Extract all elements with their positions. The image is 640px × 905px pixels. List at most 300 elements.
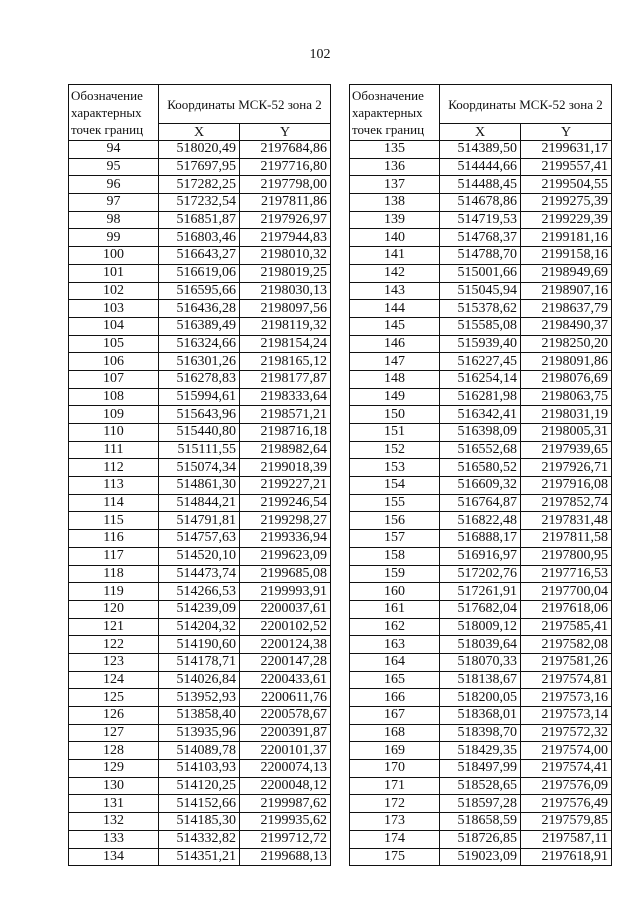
point-number-cell: 119 xyxy=(69,583,159,601)
table-row xyxy=(350,830,612,848)
x-coordinate-cell: 514678,86 xyxy=(440,194,521,212)
table-row xyxy=(350,158,612,176)
y-coordinate-cell: 2198716,18 xyxy=(240,424,331,442)
x-coordinate-cell: 517282,25 xyxy=(159,176,240,194)
table-row xyxy=(350,689,612,707)
x-coordinate-cell: 514103,93 xyxy=(159,760,240,778)
y-coordinate-cell: 2199623,09 xyxy=(240,547,331,565)
point-number-cell: 158 xyxy=(350,547,440,565)
y-coordinate-cell: 2198031,19 xyxy=(521,406,612,424)
table-row xyxy=(350,547,612,565)
x-coordinate-cell: 515378,62 xyxy=(440,300,521,318)
table-row xyxy=(350,707,612,725)
y-coordinate-cell: 2200433,61 xyxy=(240,671,331,689)
table-row xyxy=(69,335,331,353)
point-number-cell: 114 xyxy=(69,494,159,512)
point-number-cell: 103 xyxy=(69,300,159,318)
table-row xyxy=(69,494,331,512)
point-number-cell: 117 xyxy=(69,547,159,565)
y-coordinate-cell: 2198019,25 xyxy=(240,264,331,282)
point-number-cell: 97 xyxy=(69,194,159,212)
x-coordinate-cell: 516916,97 xyxy=(440,547,521,565)
point-number-cell: 127 xyxy=(69,724,159,742)
point-number-cell: 146 xyxy=(350,335,440,353)
y-coordinate-cell: 2197811,86 xyxy=(240,194,331,212)
table-row xyxy=(350,264,612,282)
point-number-cell: 139 xyxy=(350,211,440,229)
table-row xyxy=(350,370,612,388)
point-number-cell: 135 xyxy=(350,141,440,159)
point-number-cell: 107 xyxy=(69,370,159,388)
y-coordinate-cell: 2197798,00 xyxy=(240,176,331,194)
y-coordinate-cell: 2198030,13 xyxy=(240,282,331,300)
table-row xyxy=(69,229,331,247)
table-row xyxy=(69,742,331,760)
table-row xyxy=(350,229,612,247)
point-number-cell: 168 xyxy=(350,724,440,742)
table-row xyxy=(69,813,331,831)
x-coordinate-cell: 516619,06 xyxy=(159,264,240,282)
coordinates-table-left xyxy=(68,84,331,866)
x-coordinate-cell: 518200,05 xyxy=(440,689,521,707)
x-coordinate-cell: 514791,81 xyxy=(159,512,240,530)
table-row xyxy=(69,370,331,388)
x-coordinate-cell: 514120,25 xyxy=(159,777,240,795)
point-number-cell: 130 xyxy=(69,777,159,795)
y-coordinate-cell: 2197574,81 xyxy=(521,671,612,689)
x-coordinate-cell: 514768,37 xyxy=(440,229,521,247)
page-number: 102 xyxy=(309,47,331,62)
x-coordinate-cell: 518597,28 xyxy=(440,795,521,813)
x-coordinate-cell: 516281,98 xyxy=(440,388,521,406)
y-coordinate-cell: 2199504,55 xyxy=(521,176,612,194)
table-row xyxy=(350,530,612,548)
x-coordinate-cell: 516764,87 xyxy=(440,494,521,512)
table-row xyxy=(69,353,331,371)
y-coordinate-cell: 2197800,95 xyxy=(521,547,612,565)
y-coordinate-cell: 2197576,09 xyxy=(521,777,612,795)
table-row xyxy=(350,494,612,512)
table-row xyxy=(69,211,331,229)
point-number-cell: 157 xyxy=(350,530,440,548)
x-coordinate-cell: 516888,17 xyxy=(440,530,521,548)
x-coordinate-cell: 516851,87 xyxy=(159,211,240,229)
point-number-cell: 94 xyxy=(69,141,159,159)
x-coordinate-cell: 515111,55 xyxy=(159,441,240,459)
y-coordinate-cell: 2197716,80 xyxy=(240,158,331,176)
table-row xyxy=(350,848,612,866)
point-number-cell: 95 xyxy=(69,158,159,176)
y-coordinate-cell: 2197852,74 xyxy=(521,494,612,512)
x-coordinate-cell: 515994,61 xyxy=(159,388,240,406)
point-number-cell: 118 xyxy=(69,565,159,583)
table-row xyxy=(350,724,612,742)
table-row xyxy=(350,760,612,778)
table-row xyxy=(350,583,612,601)
table-row xyxy=(69,707,331,725)
y-coordinate-cell: 2200102,52 xyxy=(240,618,331,636)
x-coordinate-cell: 518429,35 xyxy=(440,742,521,760)
table-row xyxy=(69,689,331,707)
y-coordinate-cell: 2197573,16 xyxy=(521,689,612,707)
x-coordinate-cell: 514389,50 xyxy=(440,141,521,159)
x-coordinate-cell: 514204,32 xyxy=(159,618,240,636)
table-row xyxy=(69,671,331,689)
y-coordinate-cell: 2200048,12 xyxy=(240,777,331,795)
x-coordinate-cell: 514266,53 xyxy=(159,583,240,601)
y-coordinate-cell: 2199993,91 xyxy=(240,583,331,601)
x-coordinate-cell: 517261,91 xyxy=(440,583,521,601)
table-row xyxy=(350,600,612,618)
header-x: X xyxy=(159,124,240,141)
x-coordinate-cell: 514026,84 xyxy=(159,671,240,689)
y-coordinate-cell: 2199229,39 xyxy=(521,211,612,229)
x-coordinate-cell: 516609,32 xyxy=(440,477,521,495)
header-y: Y xyxy=(521,124,612,141)
table-row xyxy=(69,636,331,654)
point-number-cell: 131 xyxy=(69,795,159,813)
y-coordinate-cell: 2200611,76 xyxy=(240,689,331,707)
y-coordinate-cell: 2198076,69 xyxy=(521,370,612,388)
y-coordinate-cell: 2197926,97 xyxy=(240,211,331,229)
x-coordinate-cell: 515074,34 xyxy=(159,459,240,477)
point-number-cell: 173 xyxy=(350,813,440,831)
x-coordinate-cell: 518726,85 xyxy=(440,830,521,848)
table-row xyxy=(69,830,331,848)
table-row xyxy=(350,194,612,212)
point-number-cell: 147 xyxy=(350,353,440,371)
point-number-cell: 159 xyxy=(350,565,440,583)
table-row xyxy=(69,583,331,601)
table-row xyxy=(350,176,612,194)
y-coordinate-cell: 2198097,56 xyxy=(240,300,331,318)
point-number-cell: 162 xyxy=(350,618,440,636)
table-row xyxy=(69,300,331,318)
point-number-cell: 129 xyxy=(69,760,159,778)
point-number-cell: 151 xyxy=(350,424,440,442)
point-number-cell: 111 xyxy=(69,441,159,459)
point-number-cell: 101 xyxy=(69,264,159,282)
point-number-cell: 108 xyxy=(69,388,159,406)
table-row xyxy=(69,760,331,778)
x-coordinate-cell: 514861,30 xyxy=(159,477,240,495)
table-row xyxy=(350,636,612,654)
point-number-cell: 100 xyxy=(69,247,159,265)
y-coordinate-cell: 2200074,13 xyxy=(240,760,331,778)
x-coordinate-cell: 515643,96 xyxy=(159,406,240,424)
y-coordinate-cell: 2198637,79 xyxy=(521,300,612,318)
point-number-cell: 165 xyxy=(350,671,440,689)
y-coordinate-cell: 2198982,64 xyxy=(240,441,331,459)
y-coordinate-cell: 2199275,39 xyxy=(521,194,612,212)
x-coordinate-cell: 516822,48 xyxy=(440,512,521,530)
y-coordinate-cell: 2198949,69 xyxy=(521,264,612,282)
table-row xyxy=(350,211,612,229)
table-row xyxy=(69,317,331,335)
table-row xyxy=(69,724,331,742)
point-number-cell: 155 xyxy=(350,494,440,512)
x-coordinate-cell: 514444,66 xyxy=(440,158,521,176)
y-coordinate-cell: 2200124,38 xyxy=(240,636,331,654)
x-coordinate-cell: 514152,66 xyxy=(159,795,240,813)
y-coordinate-cell: 2199246,54 xyxy=(240,494,331,512)
table-row xyxy=(69,795,331,813)
point-number-cell: 126 xyxy=(69,707,159,725)
y-coordinate-cell: 2197573,14 xyxy=(521,707,612,725)
point-number-cell: 167 xyxy=(350,707,440,725)
table-row xyxy=(350,317,612,335)
point-number-cell: 96 xyxy=(69,176,159,194)
y-coordinate-cell: 2200578,67 xyxy=(240,707,331,725)
point-number-cell: 98 xyxy=(69,211,159,229)
y-coordinate-cell: 2198907,16 xyxy=(521,282,612,300)
y-coordinate-cell: 2199935,62 xyxy=(240,813,331,831)
table-row xyxy=(69,618,331,636)
x-coordinate-cell: 518398,70 xyxy=(440,724,521,742)
table-row xyxy=(350,653,612,671)
table-row xyxy=(350,459,612,477)
x-coordinate-cell: 515001,66 xyxy=(440,264,521,282)
point-number-cell: 116 xyxy=(69,530,159,548)
point-number-cell: 120 xyxy=(69,600,159,618)
point-number-cell: 109 xyxy=(69,406,159,424)
y-coordinate-cell: 2198091,86 xyxy=(521,353,612,371)
x-coordinate-cell: 517697,95 xyxy=(159,158,240,176)
y-coordinate-cell: 2198010,32 xyxy=(240,247,331,265)
x-coordinate-cell: 516389,49 xyxy=(159,317,240,335)
y-coordinate-cell: 2198119,32 xyxy=(240,317,331,335)
table-row xyxy=(69,424,331,442)
point-number-cell: 166 xyxy=(350,689,440,707)
table-row xyxy=(69,477,331,495)
x-coordinate-cell: 513935,96 xyxy=(159,724,240,742)
table-row xyxy=(69,176,331,194)
point-number-cell: 169 xyxy=(350,742,440,760)
y-coordinate-cell: 2199557,41 xyxy=(521,158,612,176)
x-coordinate-cell: 514185,30 xyxy=(159,813,240,831)
x-coordinate-cell: 519023,09 xyxy=(440,848,521,866)
table-row xyxy=(350,406,612,424)
y-coordinate-cell: 2200037,61 xyxy=(240,600,331,618)
y-coordinate-cell: 2197576,49 xyxy=(521,795,612,813)
table-row xyxy=(350,441,612,459)
x-coordinate-cell: 518020,49 xyxy=(159,141,240,159)
y-coordinate-cell: 2199181,16 xyxy=(521,229,612,247)
point-number-cell: 164 xyxy=(350,653,440,671)
point-number-cell: 150 xyxy=(350,406,440,424)
table-row xyxy=(69,459,331,477)
table-row xyxy=(350,671,612,689)
x-coordinate-cell: 514788,70 xyxy=(440,247,521,265)
y-coordinate-cell: 2199688,13 xyxy=(240,848,331,866)
y-coordinate-cell: 2197582,08 xyxy=(521,636,612,654)
x-coordinate-cell: 517682,04 xyxy=(440,600,521,618)
table-row xyxy=(69,282,331,300)
point-number-cell: 136 xyxy=(350,158,440,176)
point-number-cell: 138 xyxy=(350,194,440,212)
point-number-cell: 171 xyxy=(350,777,440,795)
y-coordinate-cell: 2199712,72 xyxy=(240,830,331,848)
x-coordinate-cell: 514178,71 xyxy=(159,653,240,671)
y-coordinate-cell: 2197618,06 xyxy=(521,600,612,618)
x-coordinate-cell: 514757,63 xyxy=(159,530,240,548)
x-coordinate-cell: 518497,99 xyxy=(440,760,521,778)
y-coordinate-cell: 2197700,04 xyxy=(521,583,612,601)
point-number-cell: 132 xyxy=(69,813,159,831)
y-coordinate-cell: 2199685,08 xyxy=(240,565,331,583)
y-coordinate-cell: 2197574,41 xyxy=(521,760,612,778)
table-row xyxy=(350,282,612,300)
x-coordinate-cell: 516278,83 xyxy=(159,370,240,388)
table-row xyxy=(350,424,612,442)
table-row xyxy=(69,600,331,618)
header-coordinates-title: Координаты МСК-52 зона 2 xyxy=(440,85,612,124)
table-row xyxy=(350,565,612,583)
x-coordinate-cell: 516342,41 xyxy=(440,406,521,424)
x-coordinate-cell: 518039,64 xyxy=(440,636,521,654)
x-coordinate-cell: 514351,21 xyxy=(159,848,240,866)
table-row xyxy=(69,512,331,530)
x-coordinate-cell: 514488,45 xyxy=(440,176,521,194)
x-coordinate-cell: 514520,10 xyxy=(159,547,240,565)
point-number-cell: 141 xyxy=(350,247,440,265)
point-number-cell: 148 xyxy=(350,370,440,388)
table-row xyxy=(350,477,612,495)
x-coordinate-cell: 516580,52 xyxy=(440,459,521,477)
y-coordinate-cell: 2199158,16 xyxy=(521,247,612,265)
y-coordinate-cell: 2198005,31 xyxy=(521,424,612,442)
table-row xyxy=(350,300,612,318)
table-row xyxy=(350,742,612,760)
y-coordinate-cell: 2200101,37 xyxy=(240,742,331,760)
table-row xyxy=(69,388,331,406)
table-row xyxy=(350,512,612,530)
y-coordinate-cell: 2198177,87 xyxy=(240,370,331,388)
point-number-cell: 142 xyxy=(350,264,440,282)
y-coordinate-cell: 2197684,86 xyxy=(240,141,331,159)
y-coordinate-cell: 2200147,28 xyxy=(240,653,331,671)
point-number-cell: 143 xyxy=(350,282,440,300)
y-coordinate-cell: 2198063,75 xyxy=(521,388,612,406)
y-coordinate-cell: 2197585,41 xyxy=(521,618,612,636)
point-number-cell: 144 xyxy=(350,300,440,318)
y-coordinate-cell: 2199018,39 xyxy=(240,459,331,477)
x-coordinate-cell: 514473,74 xyxy=(159,565,240,583)
x-coordinate-cell: 516552,68 xyxy=(440,441,521,459)
x-coordinate-cell: 516436,28 xyxy=(159,300,240,318)
point-number-cell: 102 xyxy=(69,282,159,300)
point-number-cell: 174 xyxy=(350,830,440,848)
table-row xyxy=(69,565,331,583)
table-body xyxy=(350,141,612,866)
point-number-cell: 153 xyxy=(350,459,440,477)
header-point-label: Обозначение характерных точек границ xyxy=(350,85,440,141)
table-row xyxy=(69,530,331,548)
table-row xyxy=(69,141,331,159)
point-number-cell: 99 xyxy=(69,229,159,247)
y-coordinate-cell: 2198490,37 xyxy=(521,317,612,335)
y-coordinate-cell: 2197944,83 xyxy=(240,229,331,247)
x-coordinate-cell: 516227,45 xyxy=(440,353,521,371)
point-number-cell: 172 xyxy=(350,795,440,813)
table-row xyxy=(69,547,331,565)
x-coordinate-cell: 518368,01 xyxy=(440,707,521,725)
table-row xyxy=(350,247,612,265)
x-coordinate-cell: 515045,94 xyxy=(440,282,521,300)
table-row xyxy=(69,441,331,459)
point-number-cell: 104 xyxy=(69,317,159,335)
x-coordinate-cell: 514190,60 xyxy=(159,636,240,654)
point-number-cell: 113 xyxy=(69,477,159,495)
table-row xyxy=(69,264,331,282)
point-number-cell: 106 xyxy=(69,353,159,371)
x-coordinate-cell: 517232,54 xyxy=(159,194,240,212)
point-number-cell: 125 xyxy=(69,689,159,707)
y-coordinate-cell: 2198333,64 xyxy=(240,388,331,406)
x-coordinate-cell: 515939,40 xyxy=(440,335,521,353)
x-coordinate-cell: 518009,12 xyxy=(440,618,521,636)
x-coordinate-cell: 516595,66 xyxy=(159,282,240,300)
table-row xyxy=(350,777,612,795)
y-coordinate-cell: 2197716,53 xyxy=(521,565,612,583)
table-row xyxy=(350,618,612,636)
point-number-cell: 105 xyxy=(69,335,159,353)
point-number-cell: 154 xyxy=(350,477,440,495)
point-number-cell: 160 xyxy=(350,583,440,601)
header-x: X xyxy=(440,124,521,141)
point-number-cell: 128 xyxy=(69,742,159,760)
y-coordinate-cell: 2197811,58 xyxy=(521,530,612,548)
table-row xyxy=(350,353,612,371)
y-coordinate-cell: 2198165,12 xyxy=(240,353,331,371)
point-number-cell: 163 xyxy=(350,636,440,654)
x-coordinate-cell: 518658,59 xyxy=(440,813,521,831)
table-row xyxy=(69,158,331,176)
point-number-cell: 152 xyxy=(350,441,440,459)
y-coordinate-cell: 2198154,24 xyxy=(240,335,331,353)
table-row xyxy=(350,388,612,406)
point-number-cell: 115 xyxy=(69,512,159,530)
y-coordinate-cell: 2198250,20 xyxy=(521,335,612,353)
table-row xyxy=(69,653,331,671)
x-coordinate-cell: 518070,33 xyxy=(440,653,521,671)
x-coordinate-cell: 518138,67 xyxy=(440,671,521,689)
y-coordinate-cell: 2197574,00 xyxy=(521,742,612,760)
header-y: Y xyxy=(240,124,331,141)
table-row xyxy=(69,406,331,424)
table-row xyxy=(350,795,612,813)
y-coordinate-cell: 2197581,26 xyxy=(521,653,612,671)
x-coordinate-cell: 516643,27 xyxy=(159,247,240,265)
x-coordinate-cell: 516324,66 xyxy=(159,335,240,353)
point-number-cell: 170 xyxy=(350,760,440,778)
point-number-cell: 112 xyxy=(69,459,159,477)
x-coordinate-cell: 516301,26 xyxy=(159,353,240,371)
x-coordinate-cell: 514089,78 xyxy=(159,742,240,760)
point-number-cell: 161 xyxy=(350,600,440,618)
table-row xyxy=(350,813,612,831)
table-row xyxy=(350,335,612,353)
y-coordinate-cell: 2197572,32 xyxy=(521,724,612,742)
y-coordinate-cell: 2198571,21 xyxy=(240,406,331,424)
y-coordinate-cell: 2197587,11 xyxy=(521,830,612,848)
x-coordinate-cell: 518528,65 xyxy=(440,777,521,795)
y-coordinate-cell: 2199336,94 xyxy=(240,530,331,548)
point-number-cell: 149 xyxy=(350,388,440,406)
x-coordinate-cell: 514844,21 xyxy=(159,494,240,512)
point-number-cell: 124 xyxy=(69,671,159,689)
y-coordinate-cell: 2197579,85 xyxy=(521,813,612,831)
